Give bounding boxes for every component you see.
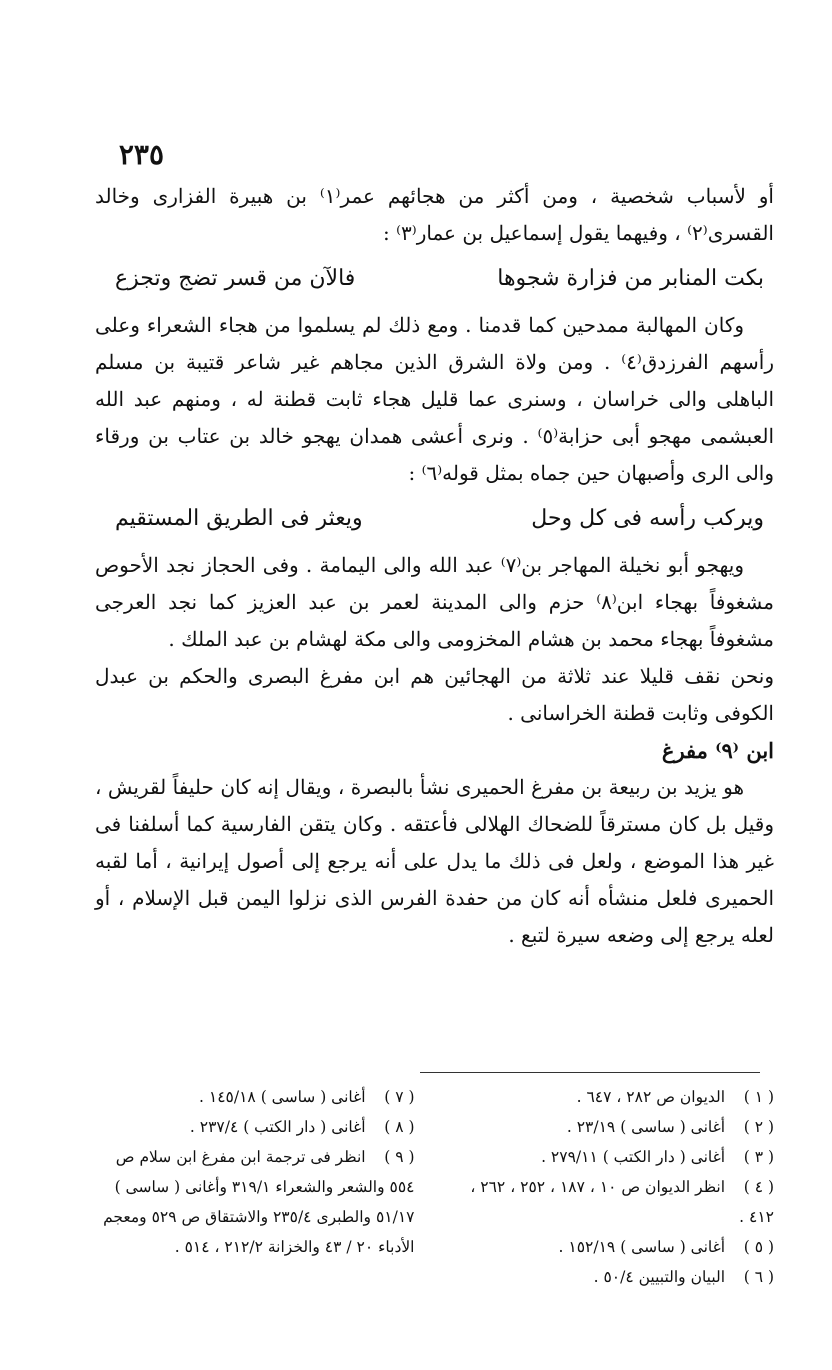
paragraph-4: ونحن نقف قليلا عند ثلاثة من الهجائين هم ابن مفرغ البصرى والحكم بن عبدل الكوفى وثابت قطنة الخراسانى . [95,664,774,725]
footnotes [95,1082,774,1292]
footnote-divider [420,1072,760,1073]
main-text [95,178,774,954]
verse-1 [95,260,774,297]
footnote-number: ( ١ ) [743,1088,774,1106]
footnote [455,1262,775,1292]
footnote [455,1142,775,1172]
footnote-text: أغانى ( دار الكتب ) ٢٣٧/٤ . [189,1118,366,1136]
page-number: ٢٣٥ [118,138,164,171]
footnote-text: أغانى ( دار الكتب ) ٢٧٩/١١ . [541,1148,726,1166]
footnote [455,1172,775,1232]
footnote [455,1112,775,1142]
paragraph-3: ويهجو أبو نخيلة المهاجر بن⁽٧⁾ عبد الله والى اليمامة . وفى الحجاز نجد الأحوص مشغوفاً بهجاء ابن⁽٨⁾ حزم والى المدينة لعمر بن عبد العزيز كما نجد العرجى مشغوفاً بهجاء محمد بن هشام المخزومى والى مكة لهشام بن عبد الملك . [95,553,774,651]
footnote-number: ( ٨ ) [384,1118,415,1136]
footnote-text: أغانى ( ساسى ) ١٤٥/١٨ . [199,1088,366,1106]
footnote [95,1082,415,1112]
footnotes-left-column [95,1082,415,1292]
footnote-number: ( ٤ ) [743,1178,774,1196]
verse-2-first-hemistich: ويركب رأسه فى كل وحل [531,506,764,531]
footnote-number: ( ٩ ) [384,1148,415,1166]
paragraph-1: أو لأسباب شخصية ، ومن أكثر من هجائهم عمر⁽١⁾ بن هبيرة الفزارى وخالد القسرى⁽٢⁾ ، وفيهما يقول إسماعيل بن عمار⁽٣⁾ : [95,184,774,245]
footnote-number: ( ٣ ) [743,1148,774,1166]
footnote-number: ( ٦ ) [743,1268,774,1286]
footnote-number: ( ٧ ) [384,1088,415,1106]
footnote-text: أغانى ( ساسى ) ٢٣/١٩ . [566,1118,726,1136]
footnote-number: ( ٢ ) [743,1118,774,1136]
verse-1-first-hemistich: بكت المنابر من فزارة شجوها [497,266,764,291]
paragraph-2: وكان المهالبة ممدحين كما قدمنا . ومع ذلك لم يسلموا من هجاء الشعراء وعلى رأسهم الفرزدق⁽٤⁾ . ومن ولاة الشرق الذين مجاهم غير شاعر قتيبة بن مسلم الباهلى والى خراسان ، وسنرى عما قليل هجاء ثابت قطنة له ، ومنهم عبد الله العبشمى مهجو أبى حزابة⁽٥⁾ . ونرى أعشى همدان يهجو خالد بن عتاب بن ورقاء والى الرى وأصبهان حين جماه بمثل قوله⁽٦⁾ : [95,313,775,485]
section-heading: ابن ⁽٩⁾ مفرغ [661,738,774,763]
verse-1-second-hemistich: فالآن من قسر تضج وتجزع [115,266,356,291]
footnote [95,1112,415,1142]
footnote-text: انظر فى ترجمة ابن مفرغ ابن سلام ص ٥٥٤ والشعر والشعراء ٣١٩/١ وأغانى ( ساسى ) ٥١/١٧ والطبرى ٢٣٥/٤ والاشتقاق ص ٥٢٩ ومعجم الأدباء ٢٠ / ٤٣ والخزانة ٢١٢/٢ ، ٥١٤ . [103,1148,415,1256]
footnote-text: انظر الديوان ص ١٠ ، ١٨٧ ، ٢٥٢ ، ٢٦٢ ، ٤١٢ . [470,1178,774,1226]
footnotes-right-column [455,1082,775,1292]
footnote [455,1082,775,1112]
footnote [455,1232,775,1262]
footnote-text: أغانى ( ساسى ) ١٥٢/١٩ . [558,1238,726,1256]
footnote-text: البيان والتبيين ٥٠/٤ . [593,1268,726,1286]
footnote [95,1142,415,1262]
footnote-text: الديوان ص ٢٨٢ ، ٦٤٧ . [576,1088,726,1106]
paragraph-5: هو يزيد بن ربيعة بن مفرغ الحميرى نشأ بالبصرة ، ويقال إنه كان حليفاً لقريش ، وقيل بل كان مسترقاً للضحاك الهلالى فأعتقه . وكان يتقن الفارسية كما أسلفنا فى غير هذا الموضع ، ولعل فى ذلك ما يدل على أنه يرجع إلى أصول إيرانية ، أما لقبه الحميرى فلعل منشأه أنه كان من حفدة الفرس الذى نزلوا اليمن قبل الإسلام ، أو لعله يرجع إلى وضعه سيرة لتبع . [95,775,774,947]
verse-2 [95,500,774,537]
footnote-number: ( ٥ ) [743,1238,774,1256]
verse-2-second-hemistich: ويعثر فى الطريق المستقيم [115,506,363,531]
